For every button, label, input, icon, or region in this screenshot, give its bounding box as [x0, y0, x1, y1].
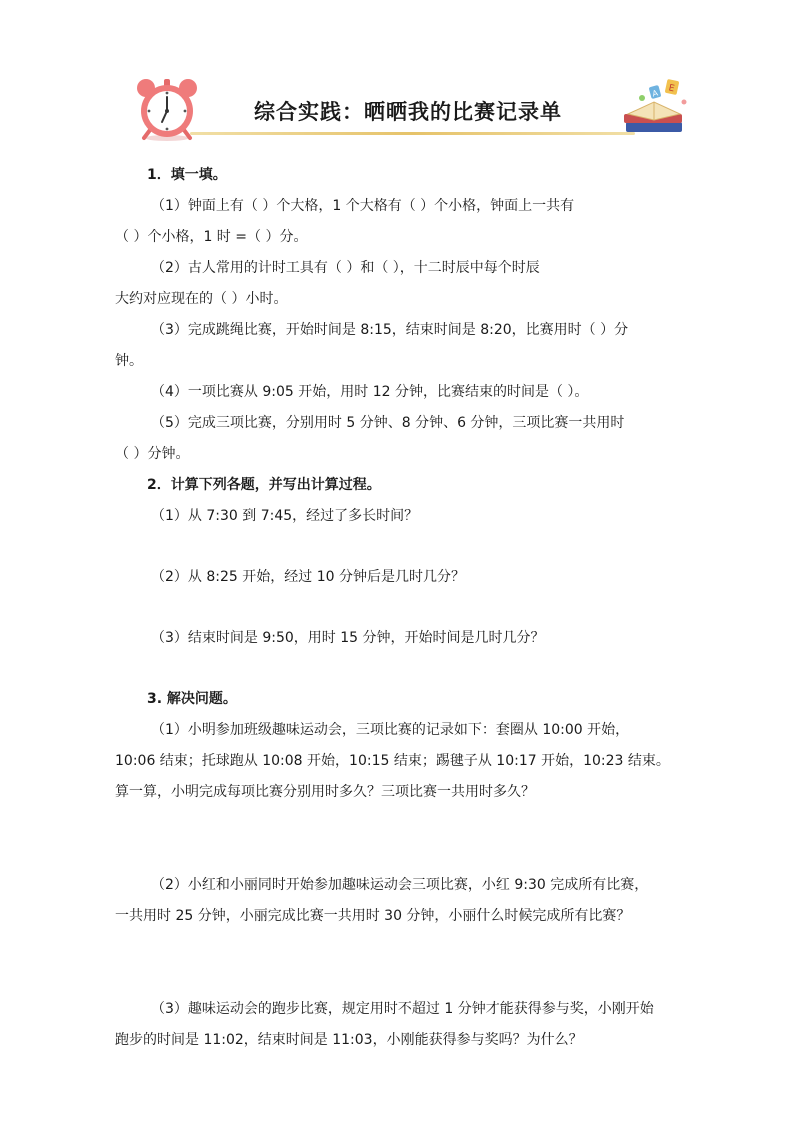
s1-q5-line2: （ ）分钟。 — [115, 446, 190, 462]
s2-q2: （2）从 8:25 开始，经过 10 分钟后是几时几分？ — [151, 569, 465, 585]
s1-q1-line2: （ ）个小格，1 时 =（ ）分。 — [115, 229, 308, 245]
page-title: 综合实践：晒晒我的比赛记录单 — [254, 100, 562, 124]
page-header — [130, 72, 690, 152]
s3-q1-line2: 10:06 结束；托球跑从 10:08 开始，10:15 结束；踢毽子从 10:17 开始，10:23 结束。 — [115, 753, 670, 769]
answer-space — [115, 654, 715, 684]
s2-q1: （1）从 7:30 到 7:45，经过了多长时间？ — [151, 508, 419, 524]
books-icon — [620, 72, 692, 144]
section-1-heading: 1．填一填。 — [147, 167, 227, 183]
section-2-heading: 2．计算下列各题，并写出计算过程。 — [147, 477, 381, 493]
answer-space — [115, 593, 715, 623]
s1-q2-line1: （2）古人常用的计时工具有（ ）和（ ），十二时辰中每个时辰 — [151, 260, 540, 276]
s1-q4: （4）一项比赛从 9:05 开始，用时 12 分钟，比赛结束的时间是（ ）。 — [151, 384, 589, 400]
s3-q2-line1: （2）小红和小丽同时开始参加趣味运动会三项比赛，小红 9:30 完成所有比赛， — [151, 877, 649, 893]
answer-space — [115, 932, 715, 994]
title-underline — [190, 132, 635, 135]
s2-q3: （3）结束时间是 9:50，用时 15 分钟，开始时间是几时几分？ — [151, 630, 545, 646]
svg-text:E: E — [667, 83, 676, 95]
s3-q1-line3: 算一算，小明完成每项比赛分别用时多久？三项比赛一共用时多久？ — [115, 784, 535, 800]
answer-space — [115, 532, 715, 562]
s1-q2-line2: 大约对应现在的（ ）小时。 — [115, 291, 288, 307]
section-3-heading: 3. 解决问题。 — [147, 691, 237, 707]
s3-q3-line2: 跑步的时间是 11:02，结束时间是 11:03，小刚能获得参与奖吗？为什么？ — [115, 1032, 583, 1048]
s3-q2-line2: 一共用时 25 分钟，小丽完成比赛一共用时 30 分钟，小丽什么时候完成所有比赛？ — [115, 908, 631, 924]
s3-q1-line1: （1）小明参加班级趣味运动会，三项比赛的记录如下：套圈从 10:00 开始， — [151, 722, 630, 738]
answer-space — [115, 808, 715, 870]
svg-text:A: A — [651, 88, 659, 99]
s1-q5-line1: （5）完成三项比赛，分别用时 5 分钟、8 分钟、6 分钟，三项比赛一共用时 — [151, 415, 625, 431]
s1-q3-line2: 钟。 — [115, 353, 143, 369]
s1-q1-line1: （1）钟面上有（ ）个大格，1 个大格有（ ）个小格，钟面上一共有 — [151, 198, 575, 214]
s1-q3-line1: （3）完成跳绳比赛，开始时间是 8:15，结束时间是 8:20，比赛用时（ ）分 — [151, 322, 629, 338]
s3-q3-line1: （3）趣味运动会的跑步比赛，规定用时不超过 1 分钟才能获得参与奖，小刚开始 — [151, 1001, 654, 1017]
worksheet-content — [115, 160, 715, 1056]
